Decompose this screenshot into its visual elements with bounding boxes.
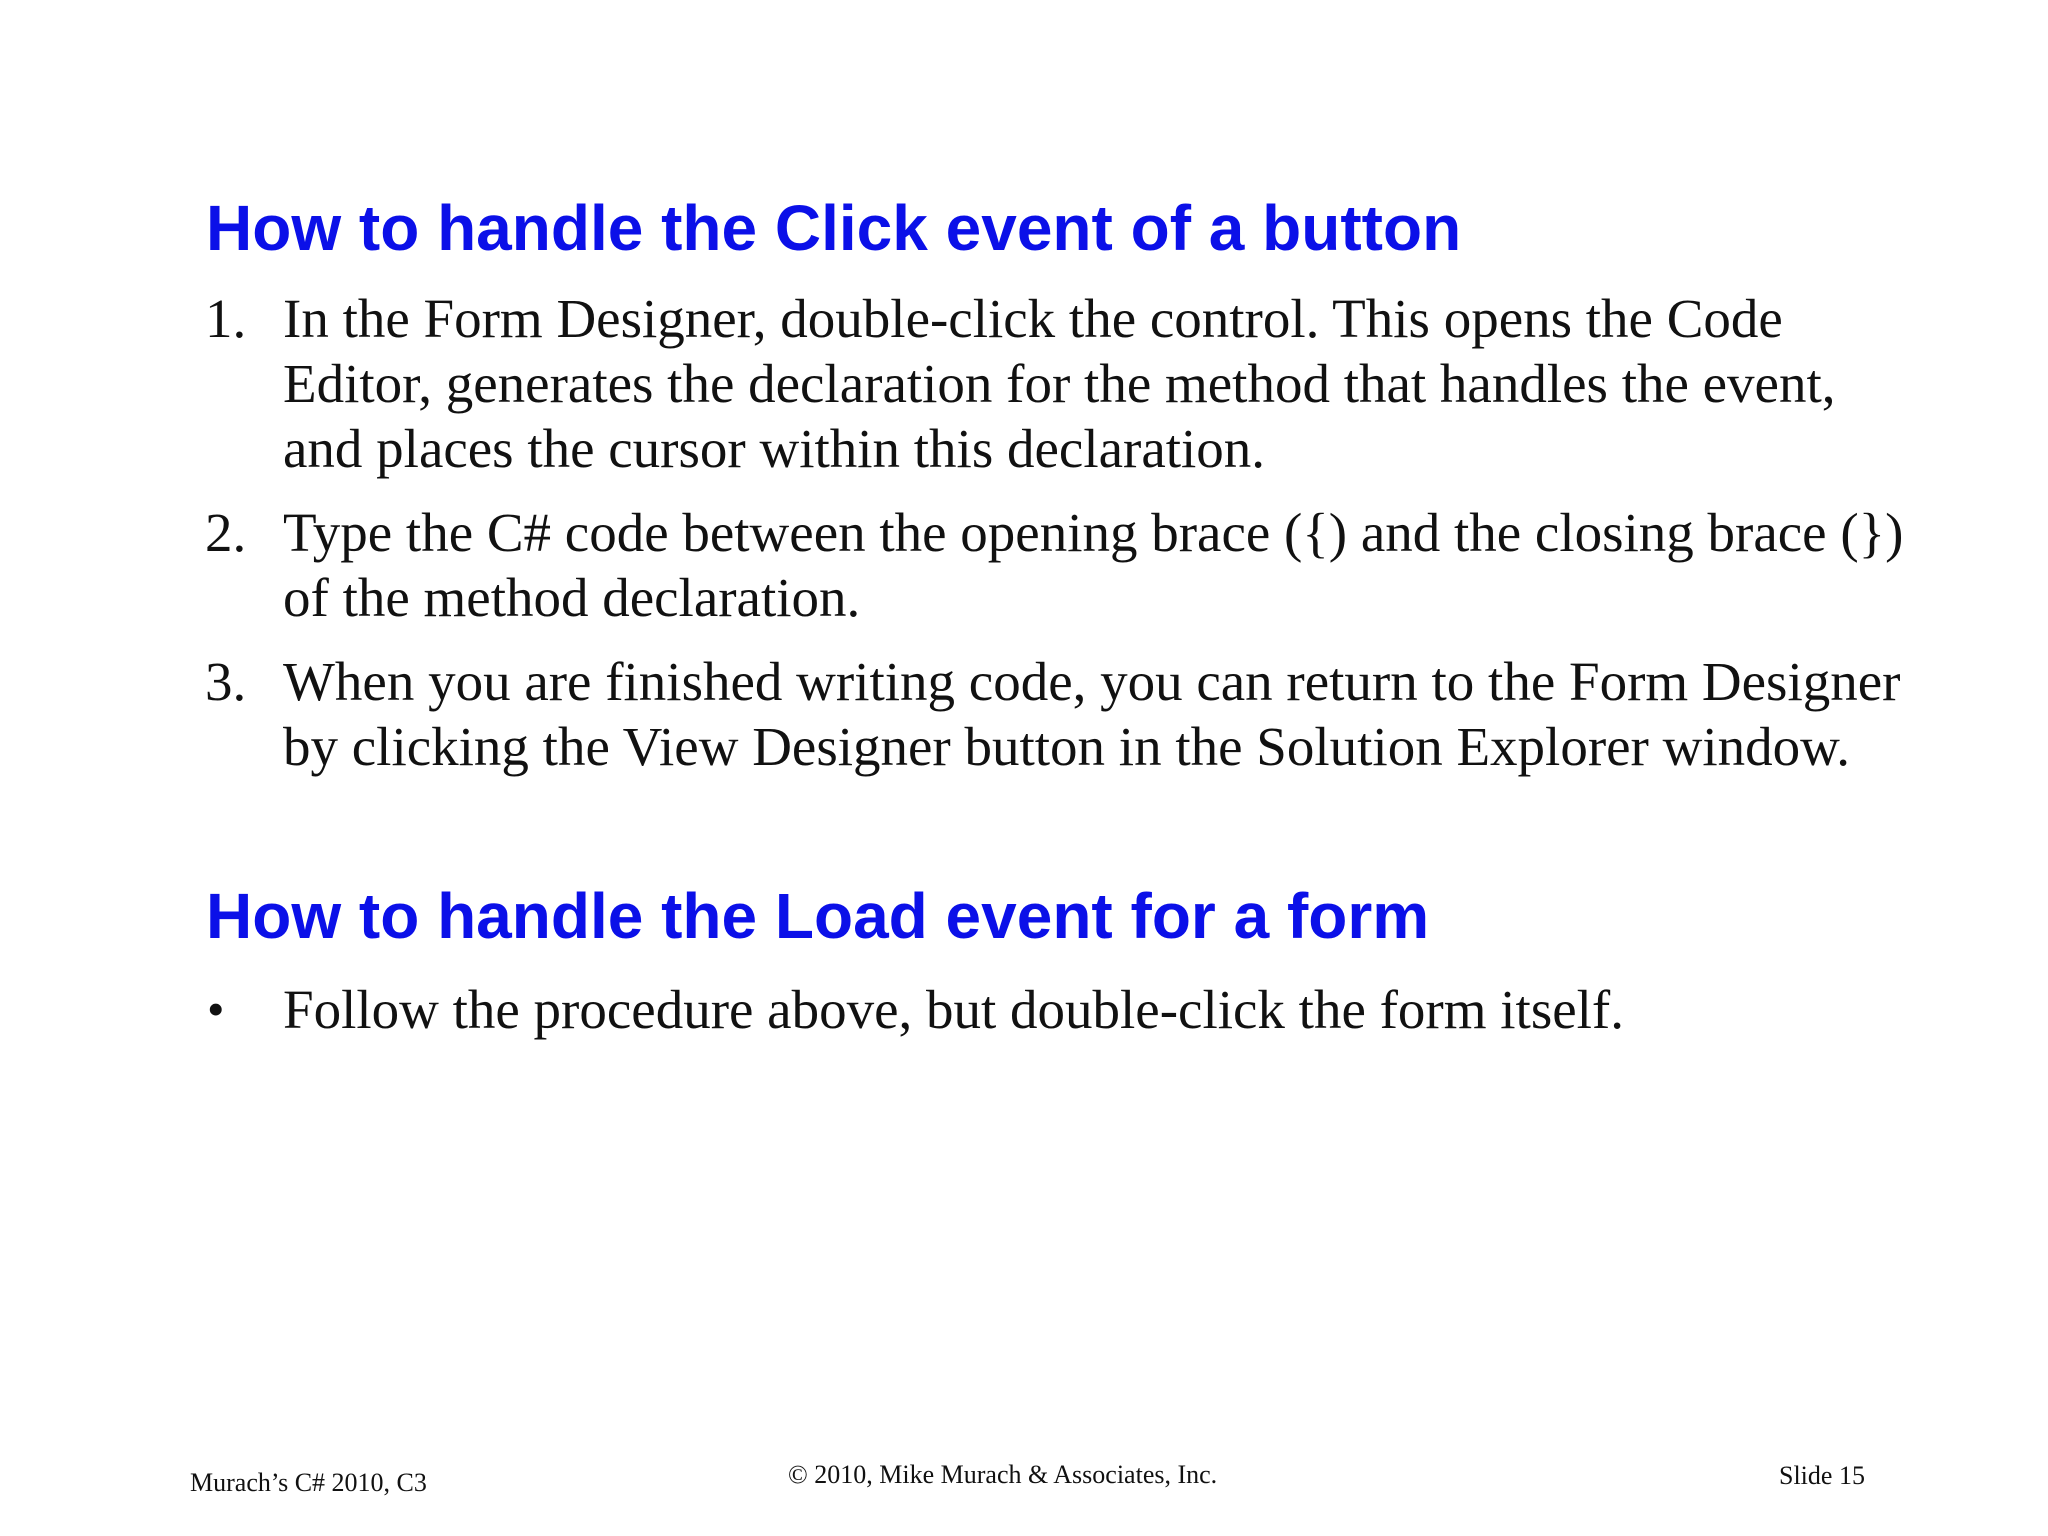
list-item-text: Follow the procedure above, but double-click the form itself.: [283, 979, 1625, 1040]
list-item-text: Type the C# code between the opening brace ({) and the closing brace (}) of the method declaration.: [283, 502, 1904, 628]
section-heading-click-event: How to handle the Click event of a button: [206, 192, 1462, 264]
list-item: [205, 977, 1905, 1042]
list-number: 2.: [205, 502, 247, 563]
list-number: 1.: [205, 288, 247, 349]
footer-copyright: © 2010, Mike Murach & Associates, Inc.: [788, 1460, 1218, 1489]
footer-book-title: Murach’s C# 2010, C3: [190, 1468, 427, 1497]
list-item-text: In the Form Designer, double-click the control. This opens the Code Editor, generates the declaration for the method that handles the event, and places the cursor within this declaration.: [283, 288, 1836, 479]
list-item: [205, 286, 1905, 481]
list-item: [205, 649, 1905, 779]
list-number: 3.: [205, 651, 247, 712]
section-heading-load-event: How to handle the Load event for a form: [206, 880, 1430, 952]
list-item: [205, 500, 1905, 630]
bullet-list: [205, 977, 1905, 1061]
bullet-icon: •: [207, 981, 225, 1037]
footer-slide-number: Slide 15: [1779, 1461, 1865, 1490]
list-item-text: When you are finished writing code, you can return to the Form Designer by clicking the View Designer button in the Solution Explorer window.: [283, 651, 1901, 777]
numbered-steps-list: [205, 286, 1905, 798]
